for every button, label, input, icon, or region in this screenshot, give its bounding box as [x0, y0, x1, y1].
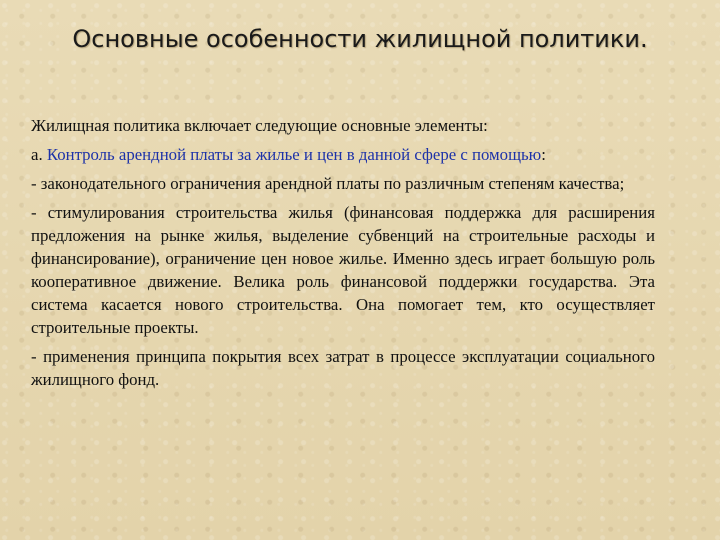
intro-paragraph: Жилищная политика включает следующие основные элементы: [31, 116, 488, 135]
item-a-highlight: Контроль арендной платы за жилье и цен в данной сфере с помощью [46, 145, 542, 164]
bullet-cost-coverage: - применения принципа покрытия всех затрат в процессе эксплуатации социального жилищного фонд. [31, 347, 655, 389]
slide-body [31, 114, 655, 397]
bullet-legislative-limit: - законодательного ограничения арендной платы по различным степеням качества; [31, 174, 625, 193]
item-a-paragraph [31, 143, 655, 166]
item-a-suffix: : [541, 145, 546, 164]
item-a-prefix: а. [31, 145, 47, 164]
slide-title: Основные особенности жилищной политики. [72, 25, 648, 53]
bullet-construction-stimulus: - стимулирования строительства жилья (финансовая поддержка для расширения предложения на рынке жилья, выделение субвенций на строительные расходы и финансирование), ограничение цен новое жилье. Именно здесь играет большую роль кооперативное движение. Велика роль финансовой поддержки государства. Эта система касается нового строительства. Она помогает тем, кто осуществляет строительные проекты. [31, 203, 655, 337]
